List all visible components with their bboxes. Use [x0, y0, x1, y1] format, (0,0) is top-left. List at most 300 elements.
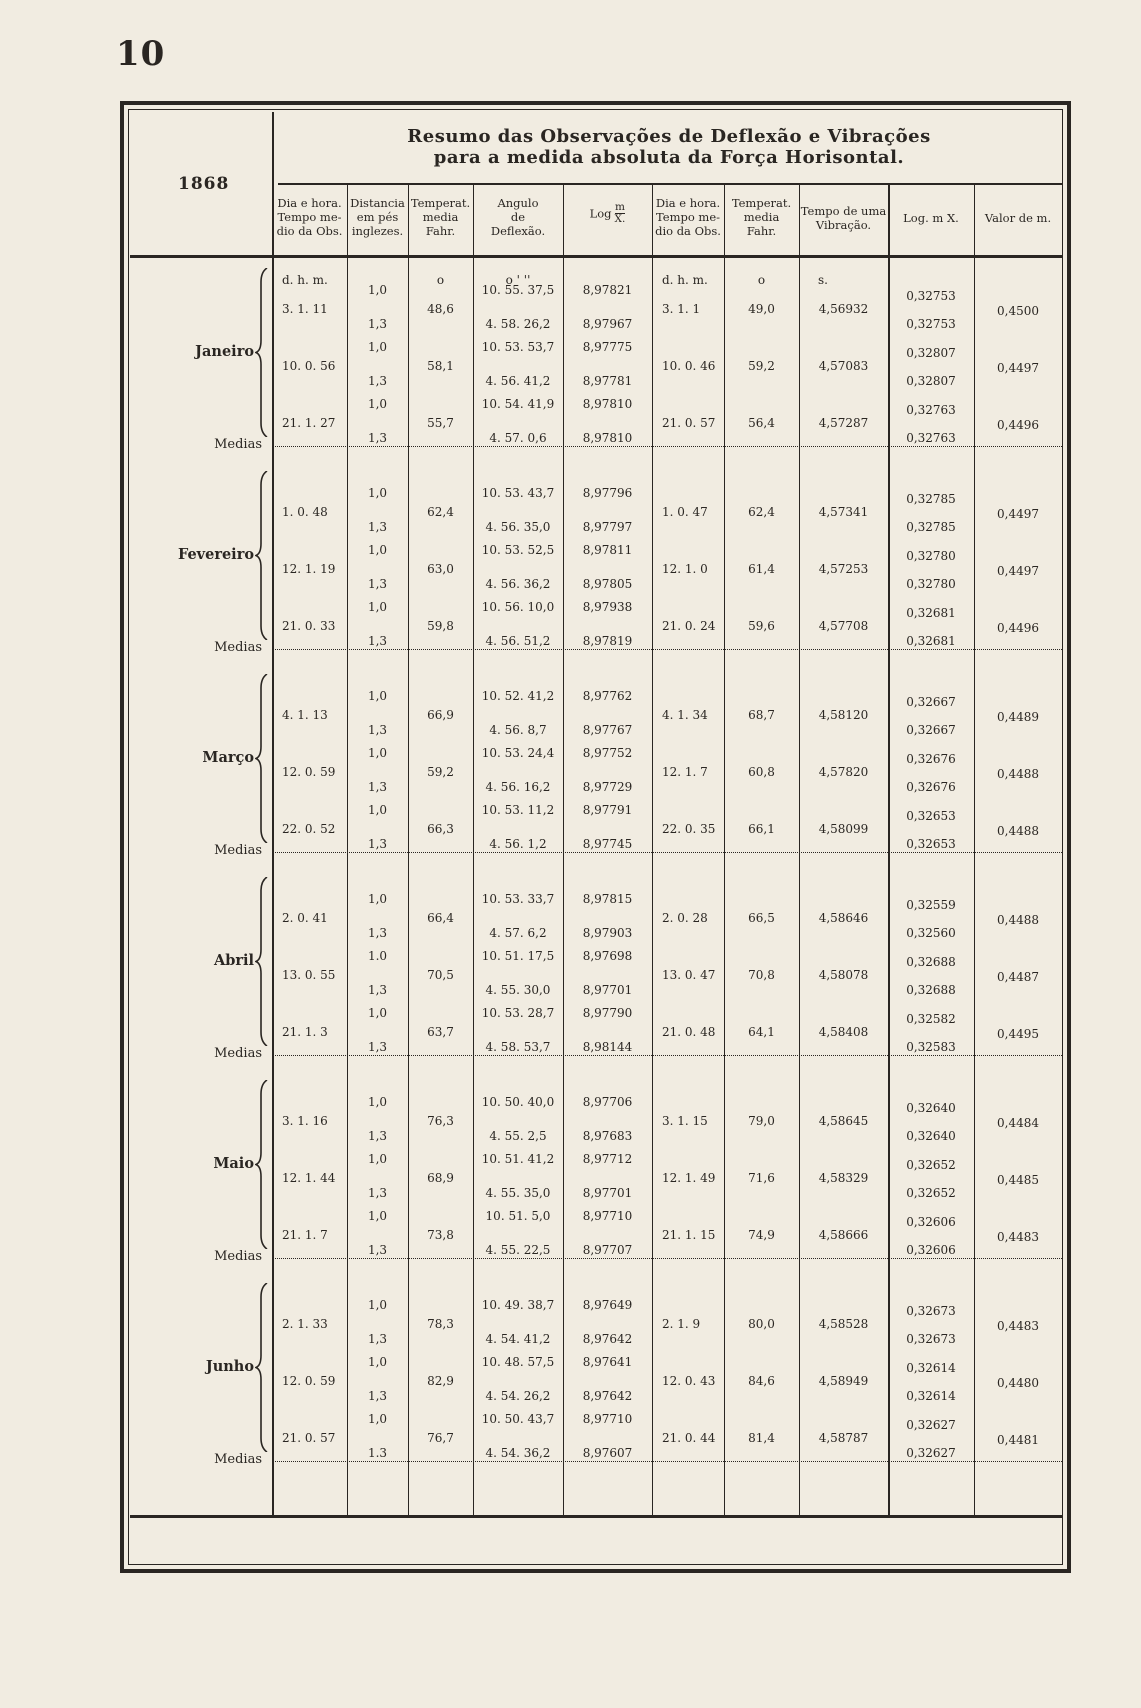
obs-m-value: 0,4497: [997, 507, 1039, 521]
obs-log-mx: 0,32667: [906, 723, 956, 737]
month-brace: [255, 1283, 275, 1452]
medias-dotted-row: [275, 1055, 1062, 1056]
obs-log: 8,97791: [582, 803, 633, 817]
table-title-line-2: para a medida absoluta da Força Horisontal.: [433, 147, 905, 168]
obs-m-value: 0,4483: [997, 1230, 1039, 1244]
fraction-numerator: m: [614, 201, 625, 213]
obs-angle: 4. 55. 30,0: [485, 983, 551, 997]
obs-time: 12. 0. 59: [282, 765, 336, 779]
obs-log-mx: 0,32606: [906, 1215, 956, 1229]
obs-log-mx: 0,32614: [906, 1361, 956, 1375]
header-col-2-line-1: Distancia: [350, 196, 405, 210]
header-log-m-over-x: [563, 202, 652, 225]
header-col-6-line-2: Tempo me-: [655, 210, 721, 224]
medias-label: Medias: [214, 437, 262, 452]
obs-distance: 1,0: [367, 600, 388, 614]
unit-temp: o: [436, 273, 445, 287]
obs-log: 8,97781: [582, 374, 633, 388]
obs-distance: 1,3: [367, 1389, 388, 1403]
obs-temperature-2: 60,8: [748, 765, 775, 779]
obs-distance: 1,3: [367, 780, 388, 794]
obs-angle: 10. 53. 33,7: [481, 892, 555, 906]
obs-distance: 1,0: [367, 1006, 388, 1020]
obs-distance: 1,0: [367, 746, 388, 760]
fraction-denominator: X.: [614, 213, 626, 225]
header-col-3-line-2: media: [422, 210, 459, 224]
obs-log-mx: 0,32653: [906, 837, 956, 851]
obs-vibration-time: 4,58120: [818, 708, 869, 722]
obs-log-mx: 0,32785: [906, 492, 956, 506]
obs-m-value: 0,4484: [997, 1116, 1039, 1130]
obs-distance: 1,3: [367, 634, 388, 648]
obs-vibration-time: 4,58528: [818, 1317, 869, 1331]
obs-temperature: 66,3: [427, 822, 454, 836]
obs-log-mx: 0,32688: [906, 955, 956, 969]
obs-distance: 1,0: [367, 1095, 388, 1109]
obs-time: 22. 0. 52: [282, 822, 336, 836]
obs-distance: 1,3: [367, 577, 388, 591]
obs-distance: 1,0: [367, 1355, 388, 1369]
obs-log: 8,97903: [582, 926, 633, 940]
header-fraction: [615, 202, 626, 225]
obs-time-2: 21. 0. 57: [662, 416, 716, 430]
obs-log-mx: 0,32652: [906, 1186, 956, 1200]
obs-vibration-time: 4,58949: [818, 1374, 869, 1388]
obs-log-mx: 0,32627: [906, 1446, 956, 1460]
obs-angle: 4. 58. 53,7: [485, 1040, 551, 1054]
year-label: 1868: [178, 174, 230, 194]
obs-log-mx: 0,32688: [906, 983, 956, 997]
obs-distance: 1,3: [367, 520, 388, 534]
obs-angle: 10. 53. 53,7: [481, 340, 555, 354]
month-brace: [255, 268, 275, 437]
obs-log-mx: 0,32780: [906, 577, 956, 591]
obs-angle: 10. 51. 41,2: [481, 1152, 555, 1166]
obs-angle: 10. 49. 38,7: [481, 1298, 555, 1312]
obs-time-2: 3. 1. 15: [662, 1114, 708, 1128]
obs-angle: 10. 51. 17,5: [481, 949, 555, 963]
obs-log: 8,97767: [582, 723, 633, 737]
obs-m-value: 0,4488: [997, 767, 1039, 781]
header-col-6-line-3: dio da Obs.: [655, 224, 721, 238]
obs-angle: 4. 56. 8,7: [489, 723, 547, 737]
obs-log: 8,97810: [582, 431, 633, 445]
obs-log-mx: 0,32653: [906, 809, 956, 823]
obs-log: 8,97607: [582, 1446, 633, 1460]
column-divider: [724, 183, 725, 1515]
header-bottom-rule: [130, 255, 1062, 258]
obs-temperature: 59,8: [427, 619, 454, 633]
obs-log-mx: 0,32763: [906, 431, 956, 445]
obs-distance: 1,0: [367, 397, 388, 411]
obs-angle: 4. 57. 0,6: [489, 431, 547, 445]
medias-dotted-row: [275, 649, 1062, 650]
obs-log: 8,97641: [582, 1355, 633, 1369]
obs-time-2: 1. 0. 47: [662, 505, 708, 519]
obs-angle: 4. 55. 35,0: [485, 1186, 551, 1200]
medias-dotted-row: [275, 1461, 1062, 1462]
obs-temperature-2: 84,6: [748, 1374, 775, 1388]
obs-vibration-time: 4,58787: [818, 1431, 869, 1445]
obs-log: 8,97701: [582, 1186, 633, 1200]
obs-angle: 4. 54. 36,2: [485, 1446, 551, 1460]
month-label-4: Abril: [213, 951, 254, 969]
obs-log-mx: 0,32614: [906, 1389, 956, 1403]
obs-temperature-2: 68,7: [748, 708, 775, 722]
obs-log: 8,97821: [582, 283, 633, 297]
obs-time-2: 3. 1. 1: [662, 302, 701, 316]
obs-temperature-2: 62,4: [748, 505, 775, 519]
obs-angle: 10. 53. 11,2: [481, 803, 555, 817]
obs-vibration-time: 4,58099: [818, 822, 869, 836]
obs-log: 8,97683: [582, 1129, 633, 1143]
obs-angle: 10. 53. 43,7: [481, 486, 555, 500]
obs-temperature-2: 74,9: [748, 1228, 775, 1242]
obs-distance: 1,0: [367, 283, 388, 297]
column-divider: [974, 183, 975, 1515]
obs-m-value: 0,4500: [997, 304, 1039, 318]
obs-temperature-2: 61,4: [748, 562, 775, 576]
obs-log-mx: 0,32785: [906, 520, 956, 534]
month-label-6: Junho: [205, 1357, 254, 1375]
month-brace: [255, 471, 275, 640]
obs-temperature: 63,7: [427, 1025, 454, 1039]
obs-log-mx: 0,32807: [906, 346, 956, 360]
obs-distance: 1,3: [367, 723, 388, 737]
obs-vibration-time: 4,56932: [818, 302, 869, 316]
obs-time-2: 2. 0. 28: [662, 911, 708, 925]
obs-time: 4. 1. 13: [282, 708, 328, 722]
obs-temperature-2: 64,1: [748, 1025, 775, 1039]
obs-m-value: 0,4488: [997, 824, 1039, 838]
obs-m-value: 0,4489: [997, 710, 1039, 724]
obs-time: 21. 1. 3: [282, 1025, 328, 1039]
obs-temperature: 68,9: [427, 1171, 454, 1185]
obs-log: 8,97819: [582, 634, 633, 648]
obs-log: 8,97649: [582, 1298, 633, 1312]
obs-distance: 1,3: [367, 1129, 388, 1143]
obs-time-2: 12. 1. 49: [662, 1171, 716, 1185]
obs-log-mx: 0,32667: [906, 695, 956, 709]
obs-m-value: 0,4495: [997, 1027, 1039, 1041]
medias-label: Medias: [214, 1046, 262, 1061]
header-col-3-line-3: Fahr.: [425, 224, 456, 238]
obs-log: 8,97710: [582, 1412, 633, 1426]
month-label-3: Março: [202, 748, 254, 766]
obs-temperature: 55,7: [427, 416, 454, 430]
header-log-label: Log: [589, 206, 612, 221]
header-col-4-line-2: de: [510, 210, 526, 224]
obs-time-2: 12. 1. 0: [662, 562, 708, 576]
column-divider: [652, 183, 653, 1515]
obs-time: 12. 1. 44: [282, 1171, 336, 1185]
header-col-4-line-3: Deflexão.: [490, 224, 546, 238]
header-top-rule: [278, 183, 1062, 185]
header-col-10-line-1: Valor de m.: [984, 211, 1052, 225]
header-col-2-line-2: em pés: [356, 210, 399, 224]
obs-log-mx: 0,32673: [906, 1304, 956, 1318]
obs-time-2: 12. 0. 43: [662, 1374, 716, 1388]
month-brace: [255, 877, 275, 1046]
obs-angle: 10. 53. 24,4: [481, 746, 555, 760]
obs-distance: 1,0: [367, 1152, 388, 1166]
month-label-1: Janeiro: [195, 342, 254, 360]
obs-log: 8,97797: [582, 520, 633, 534]
obs-log-mx: 0,32652: [906, 1158, 956, 1172]
obs-log: 8,97815: [582, 892, 633, 906]
obs-temperature-2: 56,4: [748, 416, 775, 430]
obs-time: 1. 0. 48: [282, 505, 328, 519]
obs-temperature: 66,4: [427, 911, 454, 925]
obs-temperature: 76,3: [427, 1114, 454, 1128]
obs-time: 21. 0. 33: [282, 619, 336, 633]
obs-time-2: 21. 0. 44: [662, 1431, 716, 1445]
obs-time: 21. 1. 7: [282, 1228, 328, 1242]
column-divider: [799, 183, 800, 1515]
obs-m-value: 0,4488: [997, 913, 1039, 927]
obs-m-value: 0,4483: [997, 1319, 1039, 1333]
obs-angle: 4. 56. 1,2: [489, 837, 547, 851]
medias-label: Medias: [214, 1452, 262, 1467]
obs-log: 8,97745: [582, 837, 633, 851]
page-number: 10: [116, 34, 166, 74]
obs-log: 8,97752: [582, 746, 633, 760]
obs-time-2: 21. 0. 24: [662, 619, 716, 633]
table-bottom-rule: [130, 1515, 1062, 1518]
obs-vibration-time: 4,57341: [818, 505, 869, 519]
header-col-7-line-3: Fahr.: [746, 224, 777, 238]
month-label-5: Maio: [213, 1154, 254, 1172]
medias-dotted-row: [275, 852, 1062, 853]
obs-angle: 4. 57. 6,2: [489, 926, 547, 940]
obs-angle: 10. 50. 40,0: [481, 1095, 555, 1109]
obs-log: 8,97712: [582, 1152, 633, 1166]
obs-temperature: 48,6: [427, 302, 454, 316]
obs-angle: 4. 54. 41,2: [485, 1332, 551, 1346]
obs-vibration-time: 4,58646: [818, 911, 869, 925]
obs-log: 8,97967: [582, 317, 633, 331]
obs-time: 3. 1. 16: [282, 1114, 328, 1128]
obs-distance: 1,0: [367, 803, 388, 817]
obs-log-mx: 0,32681: [906, 606, 956, 620]
obs-log-mx: 0,32606: [906, 1243, 956, 1257]
unit-angle: o ' '': [505, 273, 531, 287]
obs-temperature: 78,3: [427, 1317, 454, 1331]
medias-dotted-row: [275, 446, 1062, 447]
obs-distance: 1,3: [367, 1332, 388, 1346]
obs-distance: 1,3: [367, 837, 388, 851]
obs-temperature: 76,7: [427, 1431, 454, 1445]
obs-angle: 10. 53. 28,7: [481, 1006, 555, 1020]
obs-log: 8,97642: [582, 1332, 633, 1346]
obs-distance: 1,0: [367, 1412, 388, 1426]
month-brace: [255, 674, 275, 843]
obs-angle: 10. 52. 41,2: [481, 689, 555, 703]
obs-log: 8,97796: [582, 486, 633, 500]
obs-m-value: 0,4497: [997, 564, 1039, 578]
obs-log-mx: 0,32676: [906, 752, 956, 766]
month-brace: [255, 1080, 275, 1249]
medias-dotted-row: [275, 1258, 1062, 1259]
obs-temperature-2: 59,2: [748, 359, 775, 373]
obs-m-value: 0,4497: [997, 361, 1039, 375]
obs-m-value: 0,4485: [997, 1173, 1039, 1187]
obs-log: 8,98144: [582, 1040, 633, 1054]
obs-log: 8,97805: [582, 577, 633, 591]
obs-log: 8,97642: [582, 1389, 633, 1403]
medias-label: Medias: [214, 640, 262, 655]
header-col-1-line-1: Dia e hora.: [277, 196, 342, 210]
obs-distance: 1,0: [367, 1298, 388, 1312]
obs-time: 12. 0. 59: [282, 1374, 336, 1388]
obs-log-mx: 0,32583: [906, 1040, 956, 1054]
obs-time: 21. 0. 57: [282, 1431, 336, 1445]
obs-vibration-time: 4,58329: [818, 1171, 869, 1185]
obs-temperature: 73,8: [427, 1228, 454, 1242]
obs-vibration-time: 4,57820: [818, 765, 869, 779]
obs-log-mx: 0,32640: [906, 1101, 956, 1115]
obs-temperature: 66,9: [427, 708, 454, 722]
obs-log: 8,97811: [582, 543, 633, 557]
obs-angle: 4. 56. 35,0: [485, 520, 551, 534]
obs-distance: 1.3: [367, 1446, 388, 1460]
obs-temperature-2: 81,4: [748, 1431, 775, 1445]
obs-log: 8,97729: [582, 780, 633, 794]
obs-angle: 10. 56. 10,0: [481, 600, 555, 614]
obs-time: 21. 1. 27: [282, 416, 336, 430]
obs-time-2: 4. 1. 34: [662, 708, 708, 722]
obs-angle: 4. 56. 16,2: [485, 780, 551, 794]
obs-distance: 1,3: [367, 431, 388, 445]
obs-temperature-2: 66,1: [748, 822, 775, 836]
obs-time-2: 13. 0. 47: [662, 968, 716, 982]
obs-log-mx: 0,32807: [906, 374, 956, 388]
unit-time: d. h. m.: [282, 273, 328, 287]
obs-time: 10. 0. 56: [282, 359, 336, 373]
header-col-6-line-1: Dia e hora.: [655, 196, 721, 210]
obs-time-2: 21. 0. 48: [662, 1025, 716, 1039]
obs-angle: 10. 55. 37,5: [481, 283, 555, 297]
obs-temperature-2: 79,0: [748, 1114, 775, 1128]
obs-vibration-time: 4,58645: [818, 1114, 869, 1128]
obs-log: 8,97790: [582, 1006, 633, 1020]
obs-time: 2. 1. 33: [282, 1317, 328, 1331]
obs-distance: 1.0: [367, 949, 388, 963]
obs-log-mx: 0,32780: [906, 549, 956, 563]
obs-temperature-2: 70,8: [748, 968, 775, 982]
obs-log: 8,97762: [582, 689, 633, 703]
obs-distance: 1,3: [367, 1040, 388, 1054]
medias-label: Medias: [214, 1249, 262, 1264]
obs-angle: 4. 58. 26,2: [485, 317, 551, 331]
obs-temperature-2: 59,6: [748, 619, 775, 633]
obs-log: 8,97698: [582, 949, 633, 963]
obs-m-value: 0,4481: [997, 1433, 1039, 1447]
obs-angle: 4. 54. 26,2: [485, 1389, 551, 1403]
obs-angle: 4. 55. 2,5: [489, 1129, 547, 1143]
obs-vibration-time: 4,58078: [818, 968, 869, 982]
obs-vibration-time: 4,57708: [818, 619, 869, 633]
obs-temperature: 70,5: [427, 968, 454, 982]
obs-time-2: 2. 1. 9: [662, 1317, 701, 1331]
header-col-8-line-2: Vibração.: [815, 218, 872, 232]
obs-log-mx: 0,32676: [906, 780, 956, 794]
header-col-8-line-1: Tempo de uma: [800, 204, 887, 218]
obs-temperature-2: 66,5: [748, 911, 775, 925]
obs-distance: 1,3: [367, 1186, 388, 1200]
month-label-2: Fevereiro: [177, 545, 254, 563]
obs-log: 8,97701: [582, 983, 633, 997]
obs-distance: 1,0: [367, 340, 388, 354]
obs-angle: 10. 53. 52,5: [481, 543, 555, 557]
obs-temperature-2: 49,0: [748, 302, 775, 316]
obs-log-mx: 0,32559: [906, 898, 956, 912]
obs-distance: 1,3: [367, 926, 388, 940]
obs-distance: 1,0: [367, 543, 388, 557]
obs-distance: 1,0: [367, 486, 388, 500]
obs-distance: 1,3: [367, 317, 388, 331]
obs-m-value: 0,4480: [997, 1376, 1039, 1390]
obs-m-value: 0,4487: [997, 970, 1039, 984]
obs-time: 3. 1. 11: [282, 302, 328, 316]
obs-log: 8,97706: [582, 1095, 633, 1109]
obs-distance: 1,3: [367, 1243, 388, 1257]
obs-log-mx: 0,32560: [906, 926, 956, 940]
table-title-line-1: Resumo das Observações de Deflexão e Vibrações: [407, 126, 931, 147]
obs-log-mx: 0,32763: [906, 403, 956, 417]
obs-time: 13. 0. 55: [282, 968, 336, 982]
header-col-4-line-1: Angulo: [497, 196, 539, 210]
obs-distance: 1,0: [367, 1209, 388, 1223]
header-col-7-line-1: Temperat.: [731, 196, 792, 210]
obs-angle: 10. 48. 57,5: [481, 1355, 555, 1369]
obs-log: 8,97938: [582, 600, 633, 614]
obs-vibration-time: 4,58666: [818, 1228, 869, 1242]
obs-log-mx: 0,32673: [906, 1332, 956, 1346]
header-col-1-line-2: Tempo me-: [277, 210, 342, 224]
unit-time-2: d. h. m.: [662, 273, 708, 287]
obs-angle: 10. 54. 41,9: [481, 397, 555, 411]
obs-time: 12. 1. 19: [282, 562, 336, 576]
header-col-9-line-1: Log. m X.: [903, 211, 959, 225]
obs-angle: 4. 56. 36,2: [485, 577, 551, 591]
obs-angle: 10. 50. 43,7: [481, 1412, 555, 1426]
obs-log-mx: 0,32753: [906, 317, 956, 331]
obs-temperature: 82,9: [427, 1374, 454, 1388]
header-col-1-line-3: dio da Obs.: [276, 224, 343, 238]
obs-temperature-2: 71,6: [748, 1171, 775, 1185]
header-col-3-line-1: Temperat.: [410, 196, 471, 210]
obs-temperature: 59,2: [427, 765, 454, 779]
obs-log: 8,97810: [582, 397, 633, 411]
obs-time: 2. 0. 41: [282, 911, 328, 925]
obs-temperature: 62,4: [427, 505, 454, 519]
obs-log-mx: 0,32627: [906, 1418, 956, 1432]
obs-log: 8,97710: [582, 1209, 633, 1223]
obs-angle: 4. 56. 51,2: [485, 634, 551, 648]
obs-time-2: 21. 1. 15: [662, 1228, 716, 1242]
header-col-7-line-2: media: [743, 210, 780, 224]
obs-time-2: 10. 0. 46: [662, 359, 716, 373]
obs-time-2: 12. 1. 7: [662, 765, 708, 779]
obs-distance: 1,0: [367, 892, 388, 906]
obs-angle: 4. 55. 22,5: [485, 1243, 551, 1257]
obs-log-mx: 0,32582: [906, 1012, 956, 1026]
header-col-2-line-3: inglezes.: [351, 224, 404, 238]
obs-temperature-2: 80,0: [748, 1317, 775, 1331]
obs-distance: 1,3: [367, 374, 388, 388]
obs-temperature: 58,1: [427, 359, 454, 373]
